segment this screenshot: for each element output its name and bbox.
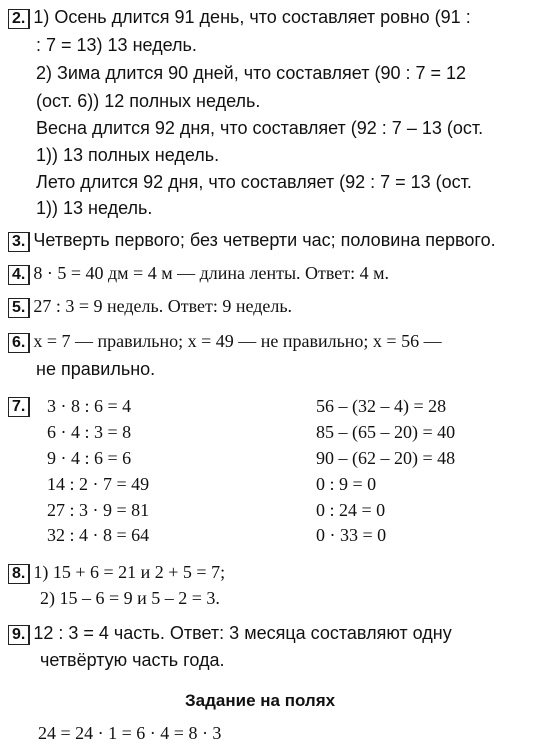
- task-2-line-8: 1)) 13 недель.: [36, 198, 153, 218]
- task-3: 3. Четверть первого; без четверти час; половина первого.: [8, 229, 496, 252]
- task-7-right-2: 85 – (65 – 20) = 40: [316, 422, 456, 442]
- task-7-left-4: 14 : 2 · 7 = 49: [47, 474, 150, 494]
- task-8-line-2: 2) 15 – 6 = 9 и 5 – 2 = 3.: [40, 588, 220, 608]
- task-6-line-2: не правильно.: [36, 359, 156, 379]
- task-2-line-1: 2. 1) Осень длится 91 день, что составляет ровно (91 :: [8, 6, 471, 29]
- task-6-line-1: 6. x = 7 — правильно; x = 49 — не правильно; x = 56 —: [8, 330, 442, 353]
- task-7-right-4: 0 : 9 = 0: [316, 474, 377, 494]
- task-7-number: 7.: [8, 397, 30, 417]
- task-7-number-line: [8, 394, 33, 417]
- task-5-number: 5.: [8, 298, 30, 318]
- task-5: 5. 27 : 3 = 9 недель. Ответ: 9 недель.: [8, 295, 292, 318]
- task-2-line-4: (ост. 6)) 12 полных недель.: [36, 91, 261, 111]
- task-3-number: 3.: [8, 232, 30, 252]
- task-2-number: 2.: [8, 9, 30, 29]
- task-7-left-2: 6 · 4 : 3 = 8: [47, 422, 132, 442]
- task-2-line-3: 2) Зима длится 90 дней, что составляет (90 : 7 = 12: [36, 63, 467, 83]
- task-7-left-5: 27 : 3 · 9 = 81: [47, 500, 150, 520]
- task-7-left-1: 3 · 8 : 6 = 4: [47, 396, 132, 416]
- task-7-right-3: 90 – (62 – 20) = 48: [316, 448, 456, 468]
- task-9-line-1: 9. 12 : 3 = 4 часть. Ответ: 3 месяца составляют одну: [8, 622, 452, 645]
- task-7-right-6: 0 · 33 = 0: [316, 525, 387, 545]
- task-8-line-1: 8. 1) 15 + 6 = 21 и 2 + 5 = 7;: [8, 561, 225, 584]
- task-2-line-7: Лето длится 92 дня, что составляет (92 : 7 = 13 (ост.: [36, 172, 472, 192]
- task-2-line-2: : 7 = 13) 13 недель.: [36, 35, 197, 55]
- task-4: 4. 8 · 5 = 40 дм = 4 м — длина ленты. Ответ: 4 м.: [8, 262, 389, 285]
- task-2-line-5: Весна длится 92 дня, что составляет (92 : 7 – 13 (ост.: [36, 118, 484, 138]
- task-7-left-3: 9 · 4 : 6 = 6: [47, 448, 132, 468]
- task-8-number: 8.: [8, 564, 30, 584]
- task-2-line-6: 1)) 13 полных недель.: [36, 145, 220, 165]
- margin-task-title: Задание на полях: [185, 691, 336, 710]
- task-9-number: 9.: [8, 625, 30, 645]
- task-6-number: 6.: [8, 333, 30, 353]
- task-7-left-6: 32 : 4 · 8 = 64: [47, 525, 150, 545]
- task-7-right-5: 0 : 24 = 0: [316, 500, 386, 520]
- task-4-number: 4.: [8, 265, 30, 285]
- task-9-line-2: четвёртую часть года.: [40, 650, 225, 670]
- task-7-right-1: 56 – (32 – 4) = 28: [316, 396, 447, 416]
- margin-task-text: 24 = 24 · 1 = 6 · 4 = 8 · 3: [38, 723, 222, 743]
